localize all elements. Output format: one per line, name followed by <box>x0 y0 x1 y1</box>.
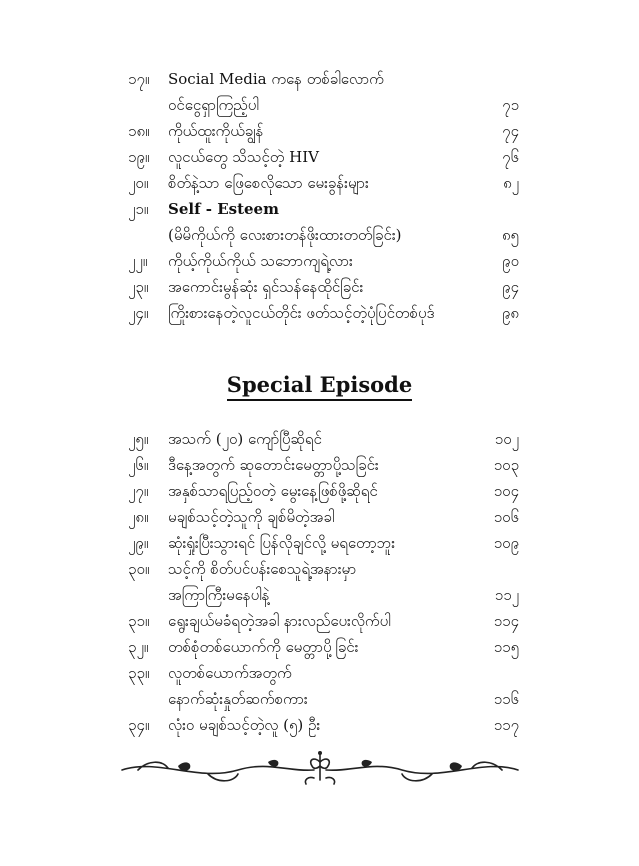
toc-entry <box>0 608 639 634</box>
special-episode-heading: Special Episode <box>227 372 412 401</box>
toc-entry <box>0 222 639 248</box>
entry-page-number: ၁၁၄ <box>493 612 519 630</box>
decorative-flourish-icon <box>118 748 522 788</box>
toc-entry <box>0 92 639 118</box>
entry-page-number: ၉၈ <box>501 304 519 322</box>
entry-title: ဝင်ငွေရှာကြည့်ပါ <box>168 96 259 114</box>
toc-entry <box>0 196 639 222</box>
entry-title: အနှစ်သာရပြည့်ဝတဲ့ မွေးနေ့ဖြစ်ဖို့ဆိုရင် <box>168 482 378 500</box>
entry-number: ၂၉။ <box>128 534 149 552</box>
entry-title: ကိုယ့်ကိုယ်ကိုယ် သဘောကျရဲ့လား <box>168 252 353 270</box>
entry-page-number: ၈၅ <box>501 226 519 244</box>
entry-title: တစ်စုံတစ်ယောက်ကို မေတ္တာပို့ခြင်း <box>168 638 359 656</box>
entry-number: ၃၀။ <box>128 560 150 578</box>
entry-number: ၂၄။ <box>128 304 149 322</box>
toc-entry <box>0 504 639 530</box>
entry-title: ကိုယ်ထူးကိုယ်ချွန် <box>168 122 264 140</box>
entry-page-number: ၉၀ <box>502 252 519 270</box>
entry-title: စိတ်နဲ့သာ ဖြေစေလိုသော မေးခွန်းများ <box>168 174 369 192</box>
entry-number: ၃၃။ <box>128 664 150 682</box>
toc-entry <box>0 712 639 738</box>
toc-entry <box>0 686 639 712</box>
entry-number: ၁၉။ <box>128 148 150 166</box>
entry-title: ရွေးချယ်မခံရတဲ့အခါ နားလည်ပေးလိုက်ပါ <box>168 612 391 630</box>
entry-page-number: ၁၁၆ <box>493 690 519 708</box>
entry-title: အကြာကြီးမနေပါနဲ့ <box>168 586 270 604</box>
entry-page-number: ၁၁၅ <box>493 638 519 656</box>
entry-title: ကြိုးစားနေတဲ့လူငယ်တိုင်း ဖတ်သင့်တဲ့ပုံပြင်တစ်ပုဒ် <box>168 304 435 322</box>
entry-title: Self - Esteem <box>168 200 279 218</box>
toc-entry <box>0 118 639 144</box>
entry-title: ဆုံးရှုံးပြီးသွားရင် ပြန်လိုချင်လို့ မရတော့ဘူး <box>168 534 396 552</box>
entry-page-number: ၁၀၆ <box>493 508 519 526</box>
toc-entry <box>0 426 639 452</box>
entry-page-number: ၉၄ <box>502 278 519 296</box>
entry-page-number: ၇၁ <box>502 96 519 114</box>
toc-entry <box>0 634 639 660</box>
entry-title: လုံးဝ မချစ်သင့်တဲ့လူ (၅) ဦး <box>168 716 321 734</box>
toc-entry <box>0 300 639 326</box>
entry-number: ၂၆။ <box>128 456 149 474</box>
entry-title: အသက် (၂၀) ကျော်ပြီဆိုရင် <box>168 430 322 448</box>
toc-entry <box>0 274 639 300</box>
entry-page-number: ၁၁၇ <box>493 716 519 734</box>
entry-number: ၂၈။ <box>128 508 149 526</box>
entry-page-number: ၁၀၉ <box>493 534 519 552</box>
entry-page-number: ၇၄ <box>502 122 519 140</box>
entry-title: လူတစ်ယောက်အတွက် <box>168 664 292 682</box>
entry-title: နောက်ဆုံးနှုတ်ဆက်စကား <box>168 690 308 708</box>
entry-number: ၂၀။ <box>128 174 149 192</box>
entry-number: ၃၁။ <box>128 612 150 630</box>
entry-number: ၂၅။ <box>128 430 149 448</box>
entry-title: မချစ်သင့်တဲ့သူကို ချစ်မိတဲ့အခါ <box>168 508 335 526</box>
toc-entry <box>0 582 639 608</box>
section-heading <box>0 372 639 397</box>
toc-entry <box>0 530 639 556</box>
entry-title: ဒီနေ့အတွက် ဆုတောင်းမေတ္တာပို့သခြင်း <box>168 456 379 474</box>
entry-page-number: ၈၂ <box>503 174 519 192</box>
entry-page-number: ၁၁၂ <box>494 586 519 604</box>
entry-number: ၃၄။ <box>128 716 150 734</box>
toc-entry <box>0 170 639 196</box>
toc-entry <box>0 452 639 478</box>
entry-page-number: ၁၀၃ <box>493 456 519 474</box>
entry-title: (မိမိကိုယ်ကို လေးစားတန်ဖိုးထားတတ်ခြင်း) <box>168 226 402 244</box>
entry-number: ၂၁။ <box>128 200 149 218</box>
toc-entry <box>0 144 639 170</box>
toc-entry <box>0 66 639 92</box>
toc-entry <box>0 248 639 274</box>
entry-number: ၂၂။ <box>128 252 148 270</box>
toc-entry <box>0 556 639 582</box>
entry-number: ၂၇။ <box>128 482 149 500</box>
entry-number: ၂၃။ <box>128 278 149 296</box>
toc-entry <box>0 478 639 504</box>
entry-number: ၁၈။ <box>128 122 150 140</box>
entry-page-number: ၁၀၄ <box>493 482 519 500</box>
entry-number: ၃၂။ <box>128 638 149 656</box>
entry-page-number: ၇၆ <box>502 148 519 166</box>
entry-title: အကောင်းမွန်ဆုံး ရှင်သန်နေထိုင်ခြင်း <box>168 278 364 296</box>
entry-page-number: ၁၀၂ <box>494 430 519 448</box>
toc-entry <box>0 660 639 686</box>
entry-title: လူငယ်တွေ သိသင့်တဲ့ HIV <box>168 148 319 166</box>
entry-title: သင့်ကို စိတ်ပင်ပန်းစေသူရဲ့အနားမှာ <box>168 560 357 578</box>
entry-title: Social Media ကနေ တစ်ခါလောက် <box>168 70 384 88</box>
entry-number: ၁၇။ <box>128 70 150 88</box>
